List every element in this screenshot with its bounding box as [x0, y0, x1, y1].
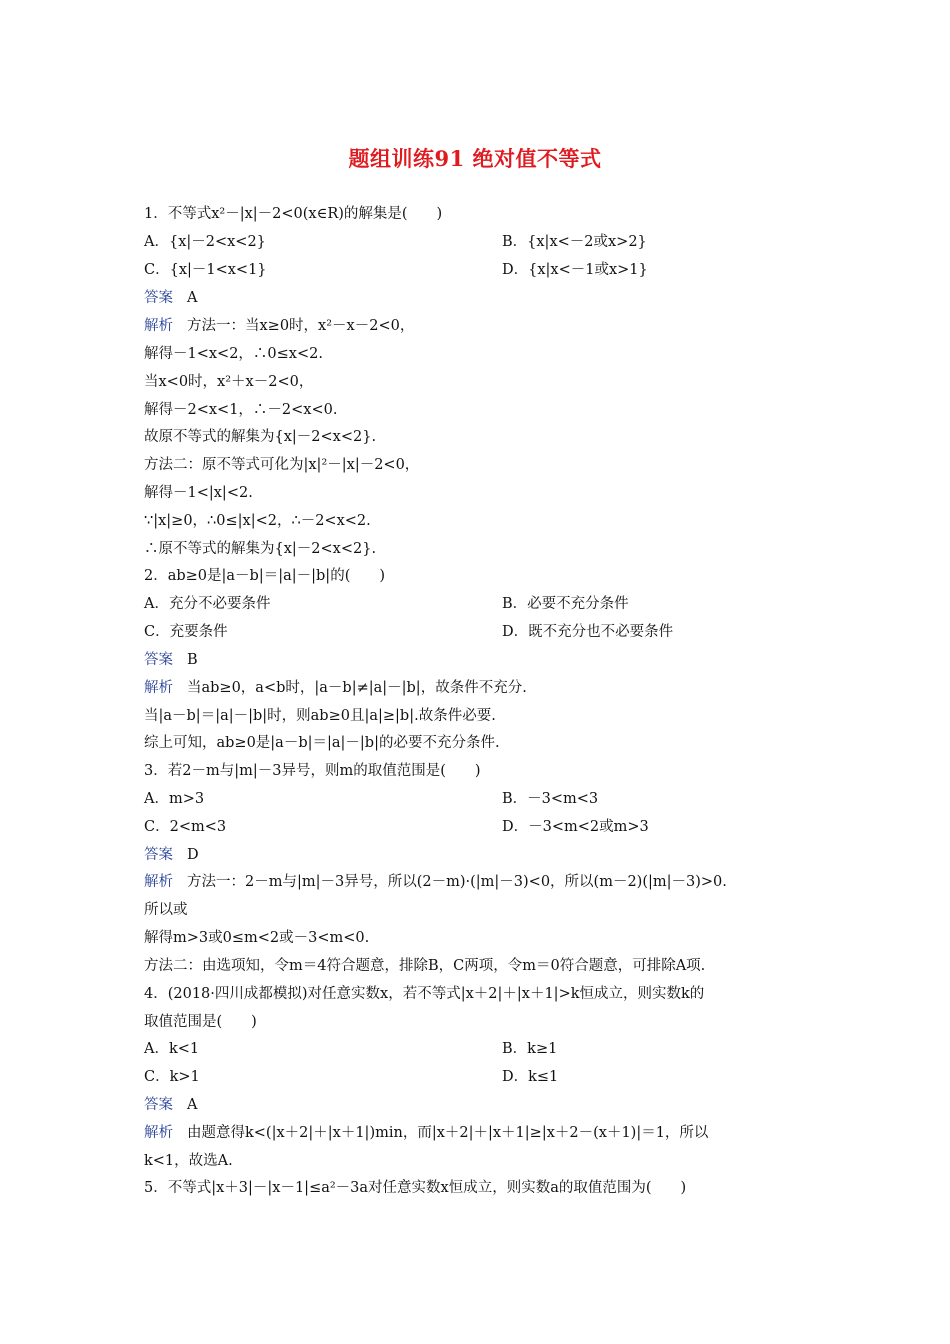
q3-stem: 3．若2－m与|m|－3异号，则m的取值范围是( ) — [144, 763, 481, 779]
q2-option-d: D．既不充分也不必要条件 — [502, 624, 674, 640]
answer-tag: 答案 — [144, 847, 173, 863]
q2-option-b: B．必要不充分条件 — [502, 596, 629, 612]
answer-tag: 答案 — [144, 652, 173, 668]
q1-option-b: B．{x|x<－2或x>2} — [502, 234, 647, 250]
q2-analysis-line — [144, 678, 816, 698]
analysis-tag: 解析 — [144, 874, 173, 890]
q3-option-b: B．－3<m<3 — [502, 791, 599, 807]
q1-answer: A — [187, 290, 198, 306]
q4-answer-line — [144, 1095, 816, 1115]
analysis-tag: 解析 — [144, 680, 173, 696]
q2-analysis-text: 当|a－b|＝|a|－|b|时，则ab≥0且|a|≥|b|.故条件必要. — [144, 708, 496, 724]
answer-tag: 答案 — [144, 1097, 173, 1113]
q2-option-a: A．充分不必要条件 — [144, 596, 271, 612]
answer-tag: 答案 — [144, 290, 173, 306]
q3-analysis-text: 解得m>3或0≤m<2或－3<m<0. — [144, 930, 370, 946]
q1-analysis-text: 解得－1<x<2，∴0≤x<2. — [144, 346, 323, 362]
q3-answer: D — [187, 847, 199, 863]
q4-option-b: B．k≥1 — [502, 1041, 558, 1057]
q4-stem: 取值范围是( ) — [144, 1014, 257, 1030]
page-title: 题组训练91 绝对值不等式 — [348, 146, 602, 171]
q2-analysis-text: 综上可知，ab≥0是|a－b|＝|a|－|b|的必要不充分条件. — [144, 735, 500, 751]
q4-analysis-text: 由题意得k<(|x＋2|＋|x＋1|)min，而|x＋2|＋|x＋1|≥|x＋2－(x＋1)|＝1，所以 — [187, 1125, 709, 1141]
q4-analysis-text: k<1，故选A. — [144, 1153, 233, 1169]
q1-option-a: A．{x|－2<x<2} — [144, 234, 266, 250]
q1-analysis-text: 解得－1<|x|<2. — [144, 485, 253, 501]
q3-analysis-text: 所以或 — [144, 902, 188, 918]
q4-option-c: C．k>1 — [144, 1069, 200, 1085]
q3-option-a: A．m>3 — [144, 791, 205, 807]
q1-analysis-text: ∴原不等式的解集为{x|－2<x<2}. — [144, 541, 377, 557]
q1-analysis-text: ∵|x|≥0，∴0≤|x|<2，∴－2<x<2. — [144, 513, 371, 529]
q4-answer: A — [187, 1097, 198, 1113]
q1-analysis-line — [144, 316, 816, 336]
q2-analysis-text: 当ab≥0，a<b时，|a－b|≠|a|－|b|，故条件不充分. — [187, 680, 527, 696]
q4-option-a: A．k<1 — [144, 1041, 200, 1057]
q4-option-d: D．k≤1 — [502, 1069, 559, 1085]
q3-analysis-text: 方法一：2－m与|m|－3异号，所以(2－m)·(|m|－3)<0，所以(m－2)(|m|－3)>0. — [187, 874, 727, 890]
q2-option-c: C．充要条件 — [144, 624, 228, 640]
analysis-tag: 解析 — [144, 1125, 173, 1141]
q3-option-d: D．－3<m<2或m>3 — [502, 819, 649, 835]
q1-stem: 1．不等式x²－|x|－2<0(x∈R)的解集是( ) — [144, 206, 443, 222]
q3-option-c: C．2<m<3 — [144, 819, 227, 835]
q1-analysis-text: 解得－2<x<1，∴－2<x<0. — [144, 402, 338, 418]
q1-answer-line — [144, 288, 816, 308]
q4-stem: 4．(2018·四川成都模拟)对任意实数x，若不等式|x＋2|＋|x＋1|>k恒成立，则实数k的 — [144, 986, 705, 1002]
q5-stem: 5．不等式|x＋3|－|x－1|≤a²－3a对任意实数x恒成立，则实数a的取值范围为( ) — [144, 1180, 687, 1196]
q1-analysis-text: 当x<0时，x²＋x－2<0， — [144, 374, 314, 390]
q2-answer: B — [187, 652, 198, 668]
q2-answer-line — [144, 650, 816, 670]
q1-analysis-text: 故原不等式的解集为{x|－2<x<2}. — [144, 429, 377, 445]
q1-option-d: D．{x|x<－1或x>1} — [502, 262, 648, 278]
q3-analysis-line — [144, 872, 816, 892]
q4-analysis-line — [144, 1123, 816, 1143]
q1-analysis-text: 方法二：原不等式可化为|x|²－|x|－2<0， — [144, 457, 420, 473]
q3-analysis-text: 方法二：由选项知，令m＝4符合题意，排除B，C两项，令m＝0符合题意，可排除A项. — [144, 958, 706, 974]
q2-stem: 2．ab≥0是|a－b|＝|a|－|b|的( ) — [144, 568, 386, 584]
q1-analysis-text: 方法一：当x≥0时，x²－x－2<0， — [187, 318, 415, 334]
q1-option-c: C．{x|－1<x<1} — [144, 262, 267, 278]
q3-answer-line — [144, 845, 816, 865]
analysis-tag: 解析 — [144, 318, 173, 334]
